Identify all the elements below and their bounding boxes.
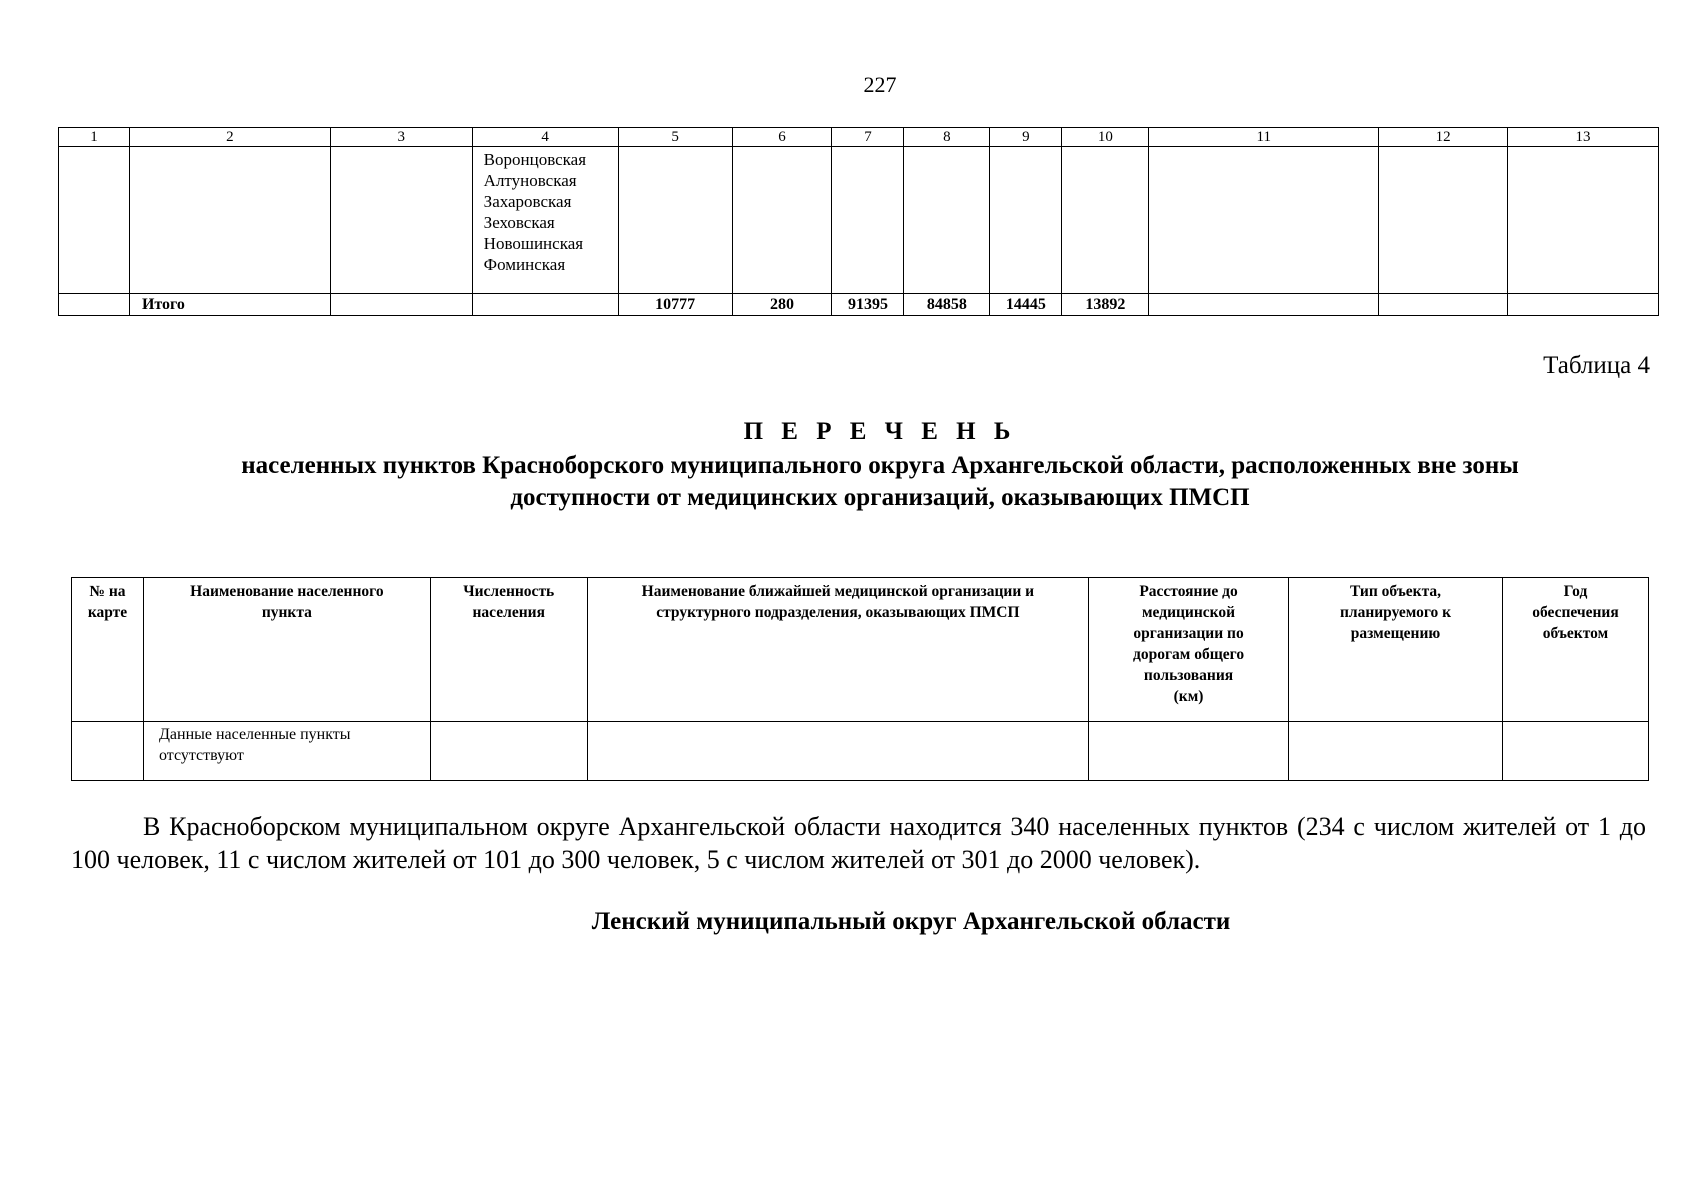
table-row — [59, 147, 1659, 294]
table-row — [72, 722, 1649, 781]
list-item: Алтуновская — [483, 171, 577, 190]
table-header-row — [72, 578, 1649, 722]
list-item: Новошинская — [483, 234, 584, 253]
total-value: 13892 — [1062, 294, 1149, 316]
list-item: Фоминская — [483, 255, 566, 274]
subtitle-line: населенных пунктов Красноборского муниципального округа Архангельской области, расположенных вне зоны — [241, 452, 1519, 479]
column-number: 12 — [1379, 128, 1508, 147]
column-number: 11 — [1149, 128, 1379, 147]
list-title: П Е Р Е Ч Е Н Ь — [743, 418, 1017, 445]
column-number: 10 — [1062, 128, 1149, 147]
column-number: 1 — [59, 128, 130, 147]
column-number: 8 — [904, 128, 990, 147]
summary-paragraph: В Красноборском муниципальном округе Архангельской области находится 340 населенных пунктов (234 с числом жителей от 1 до 100 человек, 11 с числом жителей от 101 до 300 человек, 5 с числом жителей от 301 до 2000 человек). — [71, 812, 1646, 874]
table-label: Таблица 4 — [1543, 352, 1650, 379]
header-year: Год обеспечения объектом — [1502, 578, 1648, 722]
header-num: № на карте — [72, 578, 144, 722]
total-value: 91395 — [832, 294, 904, 316]
total-value: 10777 — [618, 294, 732, 316]
column-number: 5 — [618, 128, 732, 147]
header-org: Наименование ближайшей медицинской организации и структурного подразделения, оказывающих ПМСП — [587, 578, 1088, 722]
column-number: 13 — [1508, 128, 1659, 147]
total-value: 280 — [732, 294, 832, 316]
header-name: Наименование населенного пункта — [143, 578, 430, 722]
page-number: 227 — [863, 72, 897, 97]
volost-list-cell — [472, 147, 618, 294]
settlements-table-continuation — [58, 127, 1659, 316]
list-item: Воронцовская — [483, 150, 587, 169]
total-value: 84858 — [904, 294, 990, 316]
column-number: 2 — [129, 128, 330, 147]
column-number-row — [59, 128, 1659, 147]
list-subtitle — [0, 450, 1697, 514]
header-distance: Расстояние до медицинской организации по дорогам общего пользования (км) — [1089, 578, 1289, 722]
column-number: 3 — [330, 128, 472, 147]
column-number: 6 — [732, 128, 832, 147]
total-value: 14445 — [990, 294, 1062, 316]
subtitle-line: доступности от медицинских организаций, оказывающих ПМСП — [510, 484, 1250, 511]
empty-note: Данные населенные пункты отсутствуют — [143, 722, 430, 781]
settlements-outside-zone-table — [71, 577, 1649, 781]
total-label: Итого — [129, 294, 330, 316]
column-number: 9 — [990, 128, 1062, 147]
header-population: Численность населения — [430, 578, 587, 722]
header-type: Тип объекта, планируемого к размещению — [1289, 578, 1503, 722]
list-item: Зеховская — [483, 213, 555, 232]
column-number: 4 — [472, 128, 618, 147]
column-number: 7 — [832, 128, 904, 147]
list-item: Захаровская — [483, 192, 572, 211]
section-heading: Ленский муниципальный округ Архангельской области — [591, 908, 1231, 935]
total-row — [59, 294, 1659, 316]
